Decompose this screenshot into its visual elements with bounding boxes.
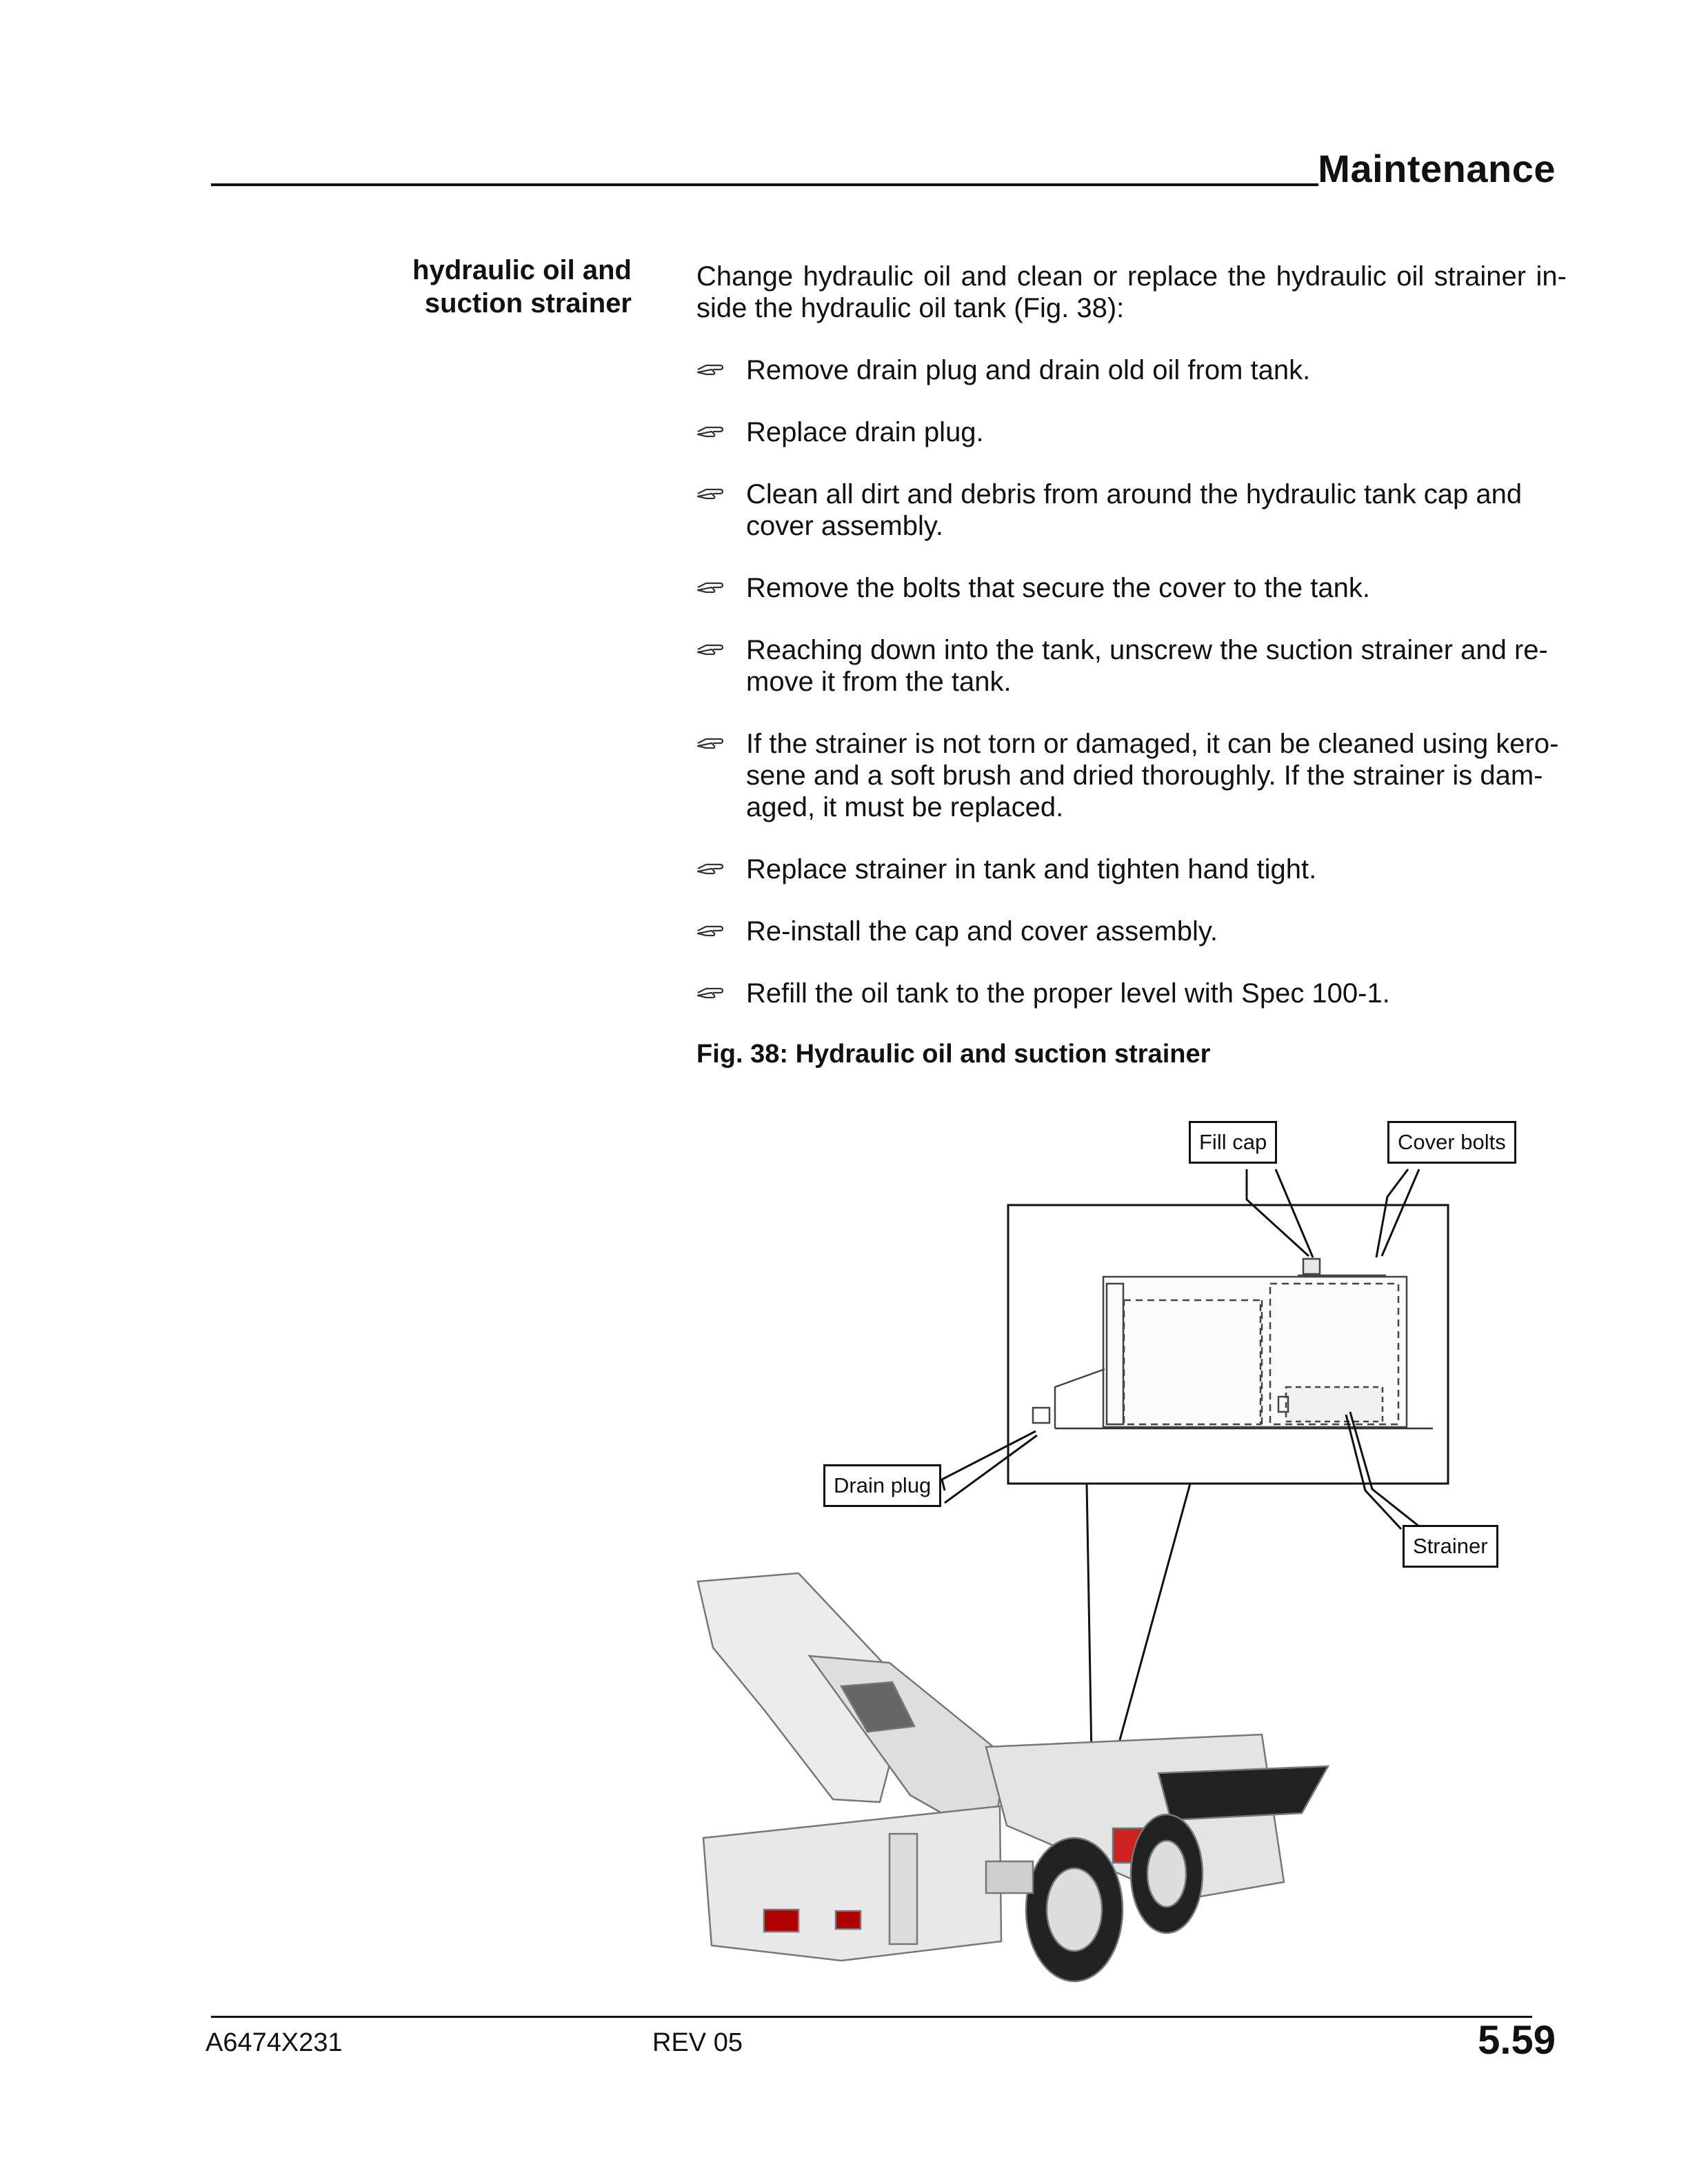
- page-number: 5.59: [1478, 2018, 1556, 2063]
- step-item: [696, 478, 1567, 542]
- callout-fill-cap: Fill cap: [1189, 1121, 1277, 1164]
- pointing-hand-icon: [696, 480, 724, 507]
- pointing-hand-icon: [696, 418, 724, 445]
- pointing-hand-icon: [696, 574, 724, 601]
- pointing-hand-icon: [696, 855, 724, 882]
- step-item: [696, 416, 1567, 448]
- mining-machine-illustration: [698, 1573, 1328, 1981]
- body-column: [696, 261, 1567, 1069]
- step-item: [696, 354, 1567, 386]
- step-text: Replace strainer in tank and tighten hand tight.: [746, 854, 1317, 884]
- step-item: [696, 728, 1567, 823]
- step-text: If the strainer is not torn or damaged, it can be cleaned using kero-sene and a soft brush and dried thoroughly. If the strainer is dam-aged, it must be replaced.: [746, 729, 1559, 822]
- side-heading-line2: suction strainer: [424, 288, 632, 318]
- callout-drain-plug: Drain plug: [823, 1464, 941, 1507]
- step-text: Remove drain plug and drain old oil from tank.: [746, 355, 1311, 385]
- step-item: [696, 978, 1567, 1009]
- step-item: [696, 916, 1567, 947]
- step-item: [696, 572, 1567, 604]
- callout-cover-bolts: Cover bolts: [1387, 1121, 1516, 1164]
- step-text: Clean all dirt and debris from around the hydraulic tank cap and cover assembly.: [746, 479, 1523, 541]
- step-text: Reaching down into the tank, unscrew the suction strainer and re-move it from the tank.: [746, 635, 1548, 697]
- steps-list: [696, 354, 1567, 1009]
- step-text: Replace drain plug.: [746, 417, 984, 447]
- pointing-hand-icon: [696, 356, 724, 383]
- figure-38: [683, 1103, 1586, 2020]
- figure-caption: Fig. 38: Hydraulic oil and suction strainer: [696, 1040, 1211, 1069]
- header-rule: [211, 183, 1318, 186]
- footer-rule: [211, 2016, 1532, 2018]
- step-item: [696, 634, 1567, 698]
- intro-paragraph: Change hydraulic oil and clean or replace the hydraulic oil strainer in-side the hydraulic oil tank (Fig. 38):: [696, 261, 1567, 323]
- step-text: Re-install the cap and cover assembly.: [746, 916, 1218, 947]
- revision: REV 05: [652, 2028, 743, 2057]
- side-heading-line1: hydraulic oil and: [412, 255, 632, 285]
- callout-strainer: Strainer: [1403, 1525, 1498, 1568]
- doc-number: A6474X231: [205, 2028, 343, 2057]
- pointing-hand-icon: [696, 636, 724, 663]
- pointing-hand-icon: [696, 917, 724, 944]
- step-text: Remove the bolts that secure the cover to the tank.: [746, 573, 1370, 603]
- pointing-hand-icon: [696, 979, 724, 1007]
- side-heading: [412, 254, 632, 320]
- step-item: [696, 853, 1567, 885]
- section-title: Maintenance: [1318, 147, 1556, 190]
- step-text: Refill the oil tank to the proper level with Spec 100-1.: [746, 978, 1390, 1009]
- pointing-hand-icon: [696, 729, 724, 757]
